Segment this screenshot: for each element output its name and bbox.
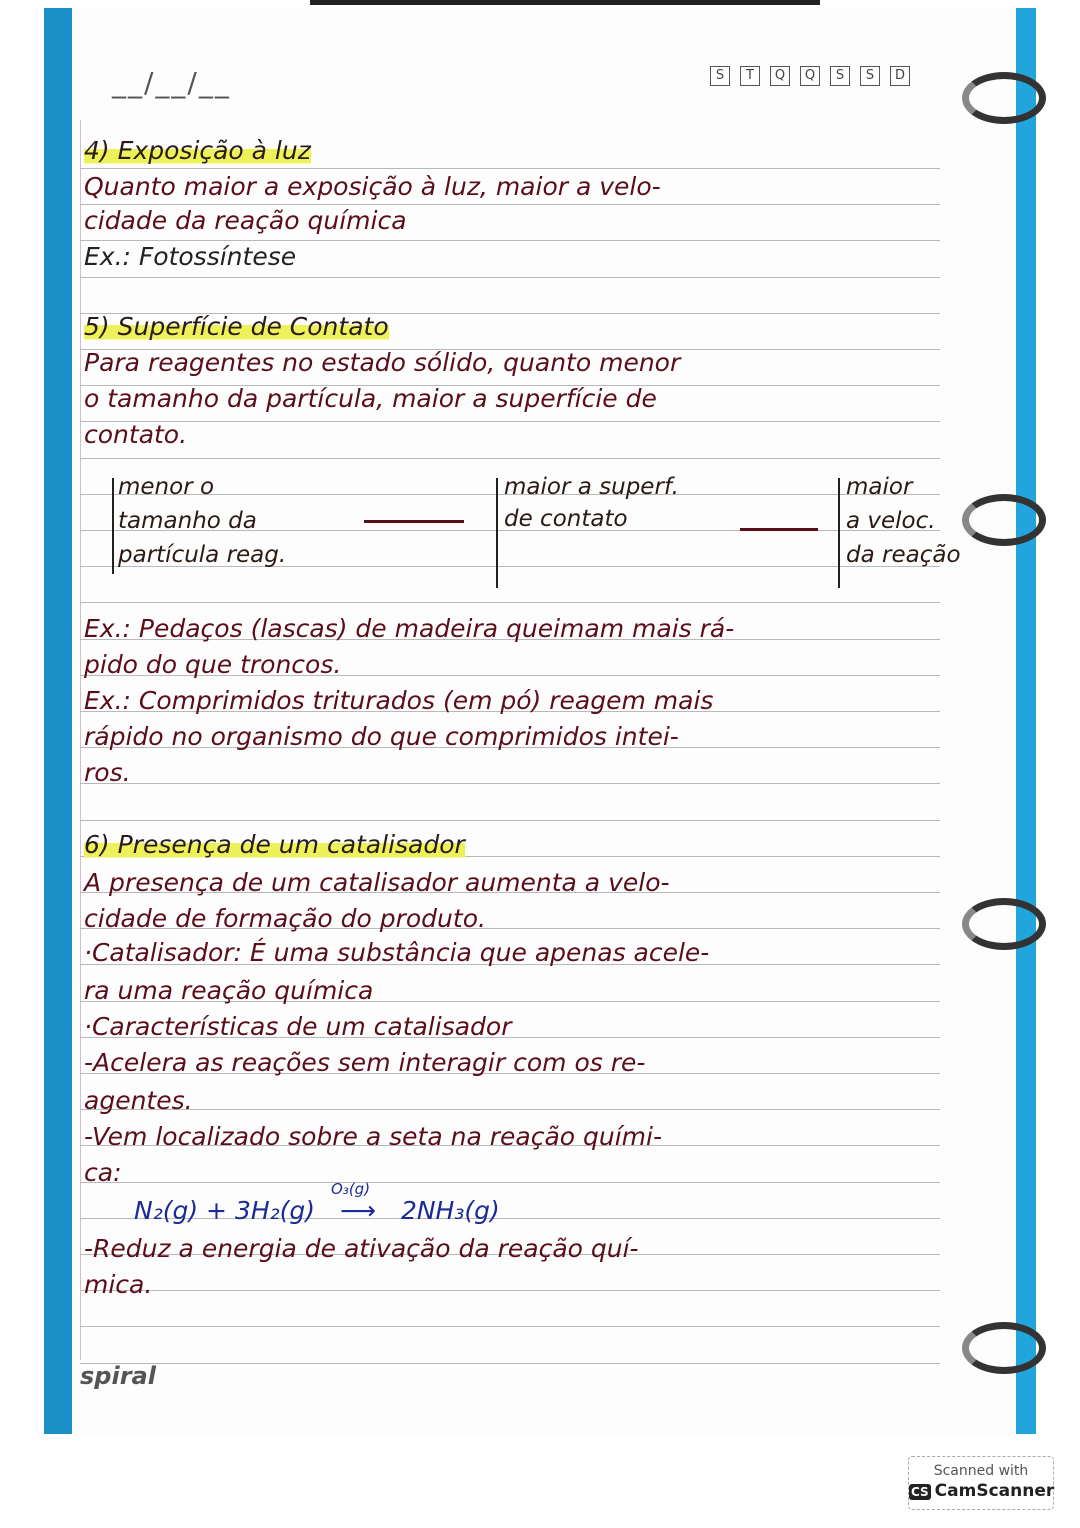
text-line: Ex.: Pedaços (lascas) de madeira queimam mais rá- [84,614,735,643]
ruled-line [80,1109,940,1110]
text-line: rápido no organismo do que comprimidos intei- [84,722,679,751]
weekday-box: Q [800,66,820,86]
diagram-text: maior [846,474,913,500]
text-line: Quanto maior a exposição à luz, maior a velo- [84,172,661,201]
down-arrow [112,478,114,574]
margin-line [80,120,81,1360]
ruled-line [80,168,940,169]
text-line: A presença de um catalisador aumenta a velo- [84,868,670,897]
ruled-line [80,240,940,241]
text-line: Para reagentes no estado sólido, quanto menor [84,348,681,377]
camscanner-logo-icon: CS [911,1485,929,1499]
text-line: ca: [84,1158,122,1187]
weekday-box: Q [770,66,790,86]
weekday-box: S [830,66,850,86]
diagram-text: da reação [846,542,961,568]
weekday-box: S [710,66,730,86]
text-line: Ex.: Fotossíntese [84,242,297,271]
text-line: -Acelera as reações sem interagir com os re- [84,1048,646,1077]
weekday-box: D [890,66,910,86]
text-line: cidade da reação química [84,206,407,235]
scanner-caption: Scanned with [933,1463,1029,1479]
text-line: ra uma reação química [84,976,374,1005]
text-line: Ex.: Comprimidos triturados (em pó) reagem mais [84,686,714,715]
ruled-line [80,1363,940,1364]
text-line: ros. [84,758,131,787]
diagram-text: de contato [504,506,628,532]
diagram-text: menor o [118,474,215,500]
diagram-text: a veloc. [846,508,936,534]
ruled-line [80,783,940,784]
section-heading: 4) Exposição à luz [84,136,311,165]
text-line: agentes. [84,1086,193,1115]
right-arrow [364,520,464,523]
text-line: ·Características de um catalisador [84,1012,512,1041]
reactants: N₂(g) + 3H₂(g) [134,1196,316,1225]
binder-ring [962,72,1046,124]
weekday-boxes [710,66,910,86]
section-heading: 6) Presença de um catalisador [84,830,465,859]
ruled-line [80,1290,940,1291]
binder-ring [962,494,1046,546]
ruled-line [80,820,940,821]
ruled-line [80,1326,940,1327]
catalyst-label: O₃(g) [331,1180,371,1198]
text-line: -Reduz a energia de ativação da reação quí- [84,1234,639,1263]
diagram-text: partícula reag. [118,542,287,568]
ruled-line [80,421,940,422]
section-heading: 5) Superfície de Contato [84,312,389,341]
reaction-arrow-icon: ⟶ [340,1196,376,1225]
ruled-line [80,1182,940,1183]
products: 2NH₃(g) [400,1196,500,1225]
brand-logo: spiral [80,1362,156,1390]
weekday-box: T [740,66,760,86]
text-line: cidade de formação do produto. [84,904,486,933]
text-line: contato. [84,420,188,449]
up-arrow [838,478,840,588]
up-arrow [496,478,498,588]
chemical-equation [134,1180,500,1225]
right-arrow [740,528,818,531]
text-line: -Vem localizado sobre a seta na reação quími- [84,1122,662,1151]
ruled-line [80,458,940,459]
text-line: pido do que troncos. [84,650,342,679]
weekday-box: S [860,66,880,86]
left-blue-strip [44,8,72,1434]
text-line: o tamanho da partícula, maior a superfície de [84,384,657,413]
scanner-name: CamScanner [934,1481,1055,1501]
ruled-line [80,277,940,278]
diagram-text: tamanho da [118,508,257,534]
binder-ring [962,898,1046,950]
text-line: mica. [84,1270,153,1299]
date-field: __/__/__ [112,66,231,99]
text-line: ·Catalisador: É uma substância que apenas acele- [84,938,710,967]
diagram-text: maior a superf. [504,474,679,500]
binder-ring [962,1322,1046,1374]
ruled-line [80,204,940,205]
camscanner-badge [908,1456,1054,1510]
ruled-line [80,602,940,603]
right-blue-strip [1016,8,1036,1434]
binder-edge [310,0,820,5]
